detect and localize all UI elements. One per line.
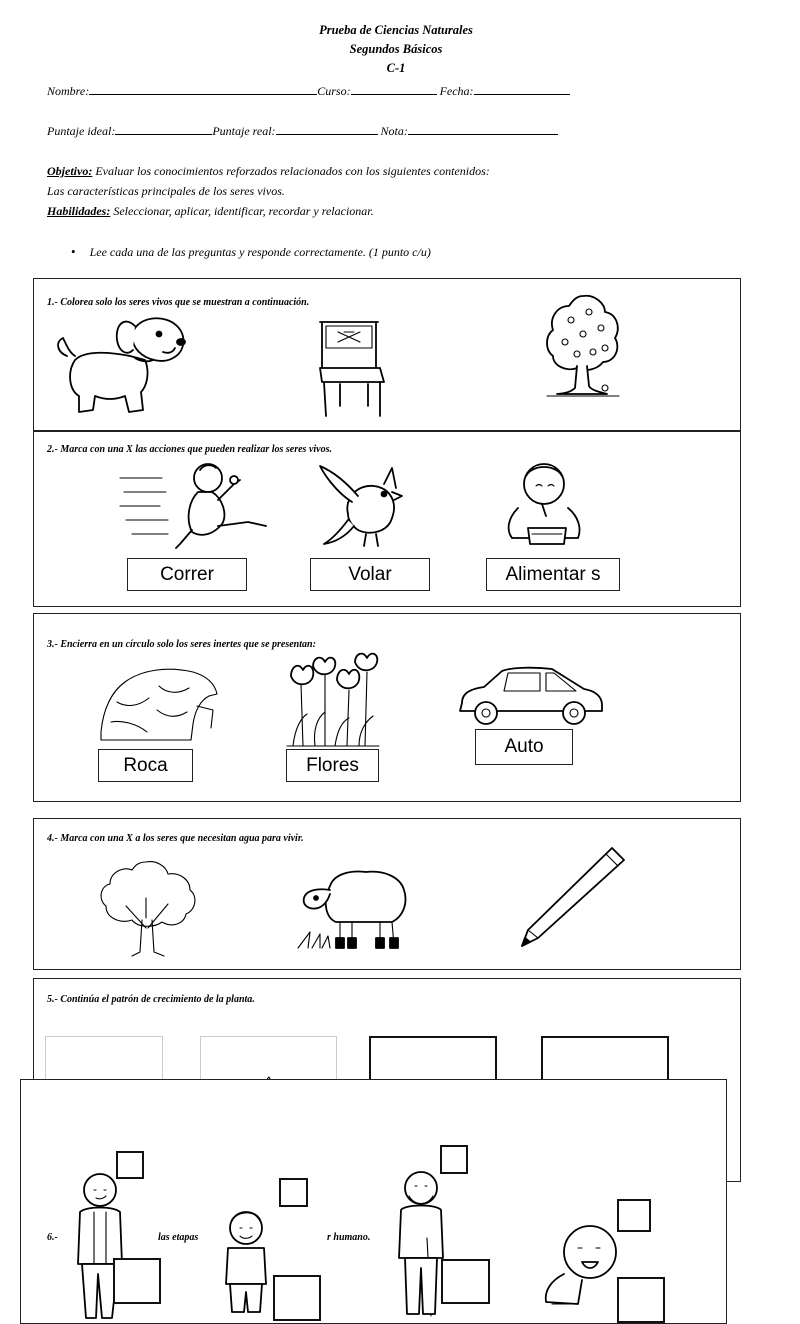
dog-icon[interactable] [55,312,190,417]
nota-blank[interactable] [408,123,558,135]
label-auto[interactable]: Auto [475,729,573,765]
label-volar[interactable]: Volar [310,558,430,591]
stage-box-man-small[interactable] [116,1151,144,1179]
car-icon[interactable] [456,665,606,729]
label-correr[interactable]: Correr [127,558,247,591]
label-roca[interactable]: Roca [98,749,193,782]
instruction-line [71,244,431,260]
info-row-1 [47,83,570,99]
tulips-icon[interactable] [285,656,380,748]
stage-box-boy-small[interactable] [279,1178,308,1207]
question-4-text: 4.- Marca con una X a los seres que necesitan agua para vivir. [47,833,304,844]
objective-content: Las características principales de los seres vivos. [47,184,285,198]
question-6-text-b: las etapas [158,1232,199,1243]
objective-line [47,164,490,179]
puntaje-ideal-blank[interactable] [115,123,212,135]
test-code: C-1 [386,61,406,75]
curso-blank[interactable] [351,83,437,95]
stage-box-boy[interactable] [273,1275,321,1321]
label-alimentar[interactable]: Alimentar s [486,558,620,591]
pencil-icon[interactable] [516,844,628,950]
nota-label: Nota: [380,124,408,138]
stage-box-man[interactable] [113,1258,161,1304]
bird-icon[interactable] [318,462,403,552]
rock-icon[interactable] [97,662,221,744]
apple-tree-icon[interactable] [543,292,623,404]
boy-icon[interactable] [218,1208,280,1318]
tree-icon[interactable] [96,858,200,958]
question-6-text-a: 6.- [47,1232,58,1243]
puntaje-real-label: Puntaje real: [212,124,276,138]
boy-eating-cake-icon[interactable] [498,458,588,550]
skills-label: Habilidades: [47,204,111,218]
instruction-text: Lee cada una de las preguntas y responde correctamente. (1 punto c/u) [89,245,431,259]
stage-box-elder[interactable] [441,1259,490,1304]
stage-box-baby[interactable] [617,1277,665,1323]
puntaje-real-blank[interactable] [276,123,378,135]
fecha-label: Fecha: [439,84,474,98]
question-6-text-c: r humano. [327,1232,371,1243]
bullet-icon: • [71,244,76,259]
label-flores[interactable]: Flores [286,749,379,782]
test-title: Prueba de Ciencias Naturales [319,23,473,37]
question-1-text: 1.- Colorea solo los seres vivos que se muestran a continuación. [47,297,310,308]
info-row-2 [47,123,558,139]
fecha-blank[interactable] [474,83,570,95]
nombre-blank[interactable] [89,83,317,95]
puntaje-ideal-label: Puntaje ideal: [47,124,116,138]
objective-text: Evaluar los conocimientos reforzados relacionados con los siguientes contenidos: [95,164,490,178]
question-3-text: 3.- Encierra en un círculo solo los seres inertes que se presentan: [47,639,316,650]
stage-box-baby-small[interactable] [617,1199,651,1232]
running-boy-icon[interactable] [118,460,273,550]
objective-label: Objetivo: [47,164,93,178]
stage-box-elder-small[interactable] [440,1145,468,1174]
question-2-text: 2.- Marca con una X las acciones que pueden realizar los seres vivos. [47,444,332,455]
test-grade: Segundos Básicos [349,42,443,56]
skills-text: Seleccionar, aplicar, identificar, recordar y relacionar. [113,204,374,218]
nombre-label: Nombre: [47,84,90,98]
question-5-text: 5.- Continúa el patrón de crecimiento de la planta. [47,994,255,1005]
chair-icon[interactable] [318,320,388,420]
skills-line [47,204,374,219]
curso-label: Curso: [317,84,351,98]
sheep-icon[interactable] [296,862,414,954]
